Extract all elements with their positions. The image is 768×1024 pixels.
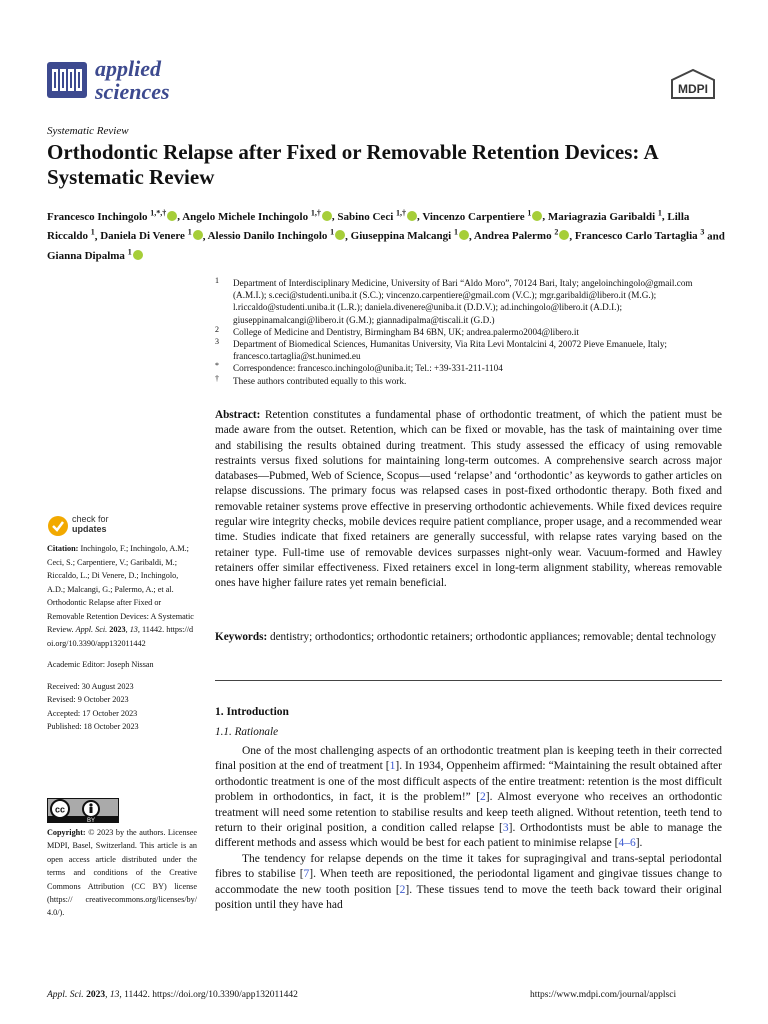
- author-list: Francesco Inchingolo $^{1,*,\dagger}$ , Angelo Michele Inchingolo $^{1,\dagger}$ , Sabino Ceci $^{1,\dagger}$ , Vincenzo Carpentiere $^1$ , Mariagrazia Garibaldi $^1$, Lilla Riccaldo $^1$, Daniela Di Venere $^1$ , Alessio Danilo Inchingolo $^1$ , Giuseppina Malcangi $^1$ , Andrea Palermo $^2$ , Francesco Carlo Tartaglia $^3$ and Gianna Dipalma $^1$: [47, 208, 725, 262]
- reference-link[interactable]: 2: [399, 883, 406, 896]
- reference-link[interactable]: 7: [303, 868, 310, 881]
- affiliation: [215, 375, 725, 387]
- author-name: Francesco Inchingolo: [47, 210, 148, 223]
- author-name: Sabino Ceci: [337, 210, 394, 223]
- author-affiliation-mark: 1: [527, 208, 532, 217]
- author[interactable]: [574, 227, 705, 243]
- accepted-date: Accepted: 17 October 2023: [47, 708, 138, 718]
- affiliation-text: These authors contributed equally to this work.: [233, 375, 407, 386]
- journal-name: [95, 57, 170, 103]
- author-name: Vincenzo Carpentiere: [422, 210, 525, 223]
- affiliations: [215, 277, 725, 387]
- copyright-label: Copyright:: [47, 828, 86, 837]
- author-affiliation-mark: 1: [657, 208, 662, 217]
- paragraph: [215, 744, 722, 852]
- author[interactable]: [350, 227, 469, 243]
- revised-date: Revised: 9 October 2023: [47, 695, 129, 704]
- author[interactable]: [207, 227, 346, 243]
- footer-doi[interactable]: , 11442. https://doi.org/10.3390/app132011442: [119, 990, 298, 1000]
- orcid-icon[interactable]: [193, 230, 203, 240]
- author-affiliation-mark: 1,†: [310, 208, 321, 217]
- copyright-text: © 2023 by the authors. Licensee MDPI, Basel, Switzerland. This article is an open access article distributed under the terms and conditions of the Creative Commons Attribution (CC BY) license (https:// creativecommons.org/licenses/by/ 4.0/).: [47, 828, 198, 918]
- affiliation-mark: 2: [215, 324, 219, 334]
- author-name: Andrea Palermo: [473, 230, 552, 243]
- footer-citation: Appl. Sci. 2023, 13, 11442. https://doi.org/10.3390/app132011442: [47, 990, 298, 1000]
- author-name: Daniela Di Venere: [100, 230, 185, 243]
- author-name: Lilla Riccaldo: [47, 210, 690, 243]
- orcid-icon[interactable]: [532, 211, 542, 221]
- author-name: Francesco Carlo Tartaglia: [574, 230, 698, 243]
- author[interactable]: [100, 227, 203, 243]
- academic-editor: Academic Editor: Joseph Nissan: [47, 660, 154, 669]
- orcid-icon[interactable]: [167, 211, 177, 221]
- check-updates-icon: [47, 515, 69, 537]
- author[interactable]: [47, 247, 143, 262]
- author-name: Angelo Michele Inchingolo: [182, 210, 309, 223]
- affiliation-mark: *: [215, 361, 219, 371]
- footer-volume: 13: [109, 990, 120, 1000]
- footer-journal: Appl. Sci.: [47, 990, 84, 1000]
- citation-year: 2023: [109, 625, 126, 634]
- affiliation-text: Department of Interdisciplinary Medicine, University of Bari “Aldo Moro”, 70124 Bari, Italy; angeloinchingolo@gmail.com (A.M.I.); s.ceci@studenti.uniba.it (S.C.); vincenzo.carpentiere@gmail.com (V.C.); mgr.garibaldi@libero.it (M.G.); l.riccaldo@studenti.uniba.it (L.R.); daniela.divenere@uniba.it (D.D.V.); ad.inchingolo@libero.it (A.D.I.); giuseppinamalcangi@libero.it (G.M.); giannadipalma@tiscali.it (G.D.): [233, 278, 693, 325]
- subsection-heading: 1.1. Rationale: [215, 726, 279, 738]
- paragraph-text: The tendency for relapse depends on the time it takes for supragingival and trans-septal periodontal fibres to stabilise [: [215, 852, 722, 881]
- journal-name-line1: applied: [95, 56, 161, 81]
- author-affiliation-mark: 2: [554, 227, 559, 237]
- orcid-icon[interactable]: [133, 250, 143, 260]
- orcid-icon[interactable]: [335, 230, 345, 240]
- citation-volume: 13: [129, 625, 138, 634]
- author-name: Gianna Dipalma: [47, 249, 125, 262]
- publisher-name: MDPI: [678, 82, 708, 96]
- section-heading: 1. Introduction: [215, 706, 289, 718]
- author-affiliation-mark: 1: [127, 247, 132, 257]
- dates: [47, 680, 197, 734]
- reference-link[interactable]: 1: [389, 760, 396, 773]
- author[interactable]: [547, 208, 662, 223]
- section-divider: [215, 680, 722, 681]
- author-affiliation-mark: 1: [453, 227, 458, 237]
- keywords-label: Keywords:: [215, 631, 268, 643]
- body-text: [215, 744, 722, 913]
- publisher-logo: [668, 68, 718, 100]
- paragraph-text: ]. These tissues tend to move the teeth back toward their original position until they have had: [215, 883, 722, 912]
- author-affiliation-mark: 1,*,†: [150, 208, 167, 217]
- paragraph-text: ]. When teeth are repositioned, the periodontal ligament and gingivae tissues change to accommodate the new tooth position [: [215, 868, 722, 896]
- affiliation-text: Correspondence: francesco.inchingolo@uniba.it; Tel.: +39-331-211-1104: [233, 363, 503, 374]
- author-name: Alessio Danilo Inchingolo: [207, 230, 328, 243]
- check-updates-line1: check for: [72, 514, 109, 524]
- cc-by-license-icon[interactable]: [47, 798, 119, 823]
- svg-text:cc: cc: [54, 804, 66, 815]
- citation-text: Inchingolo, F.; Inchingolo, A.M.; Ceci, S.; Carpentiere, V.; Garibaldi, M.; Riccaldo, L.; Di Venere, D.; Inchingolo, A.D.; Malcangi, G.; Palermo, A.; et al. Orthodontic Relapse after Fixed or Removable Retention Devices: A Systematic Review.: [47, 544, 194, 634]
- affiliation-mark: †: [215, 373, 219, 383]
- paragraph-text: One of the most challenging aspects of an orthodontic treatment plan is keeping teeth in their corrected final position at the end of treatment [: [215, 745, 722, 773]
- abstract: [215, 408, 722, 592]
- author-affiliation-mark: 3: [700, 227, 705, 237]
- check-for-updates-badge[interactable]: [47, 514, 167, 538]
- paragraph-text: ]. In 1934, Oppenheim affirmed: “Maintaining the result obtained after orthodontic treatment is one of the most difficult aspects of the entire treatment: retention is the most difficult problem in orthodontics, in fact, it is the problem!” [: [215, 760, 722, 804]
- journal-name-line2: sciences: [95, 79, 170, 104]
- affiliation-text: Department of Biomedical Sciences, Humanitas University, Via Rita Levi Montalcini 4, 20072 Pieve Emanuele, Italy; francesco.tartaglia@st.hunimed.eu: [233, 339, 667, 362]
- author-affiliation-mark: 1,†: [396, 208, 407, 217]
- keywords-text: dentistry; orthodontics; orthodontic retainers; orthodontic appliances; removable; dental technology: [270, 631, 717, 643]
- copyright-notice: [47, 826, 197, 920]
- check-updates-line2: updates: [72, 524, 107, 534]
- reference-link[interactable]: 2: [480, 791, 486, 804]
- author[interactable]: [182, 208, 332, 223]
- keywords: [215, 630, 722, 646]
- orcid-icon[interactable]: [459, 230, 469, 240]
- article-type: Systematic Review: [47, 125, 129, 137]
- affiliation-mark: 3: [215, 337, 219, 347]
- affiliation: [215, 362, 725, 374]
- orcid-icon[interactable]: [322, 211, 332, 221]
- author-affiliation-mark: 1: [90, 227, 95, 237]
- author-affiliation-mark: 1: [330, 227, 335, 237]
- citation-journal: Appl. Sci.: [75, 625, 108, 634]
- published-date: Published: 18 October 2023: [47, 722, 139, 731]
- affiliation: [215, 326, 725, 338]
- citation-pages[interactable]: , 11442. https://doi.org/10.3390/app132011442: [47, 625, 194, 648]
- paragraph: [215, 852, 722, 914]
- abstract-label: Abstract:: [215, 409, 261, 421]
- footer-year: 2023: [86, 990, 106, 1000]
- citation: Citation: Inchingolo, F.; Inchingolo, A.M.; Ceci, S.; Carpentiere, V.; Garibaldi, M.; Riccaldo, L.; Di Venere, D.; Inchingolo, A.D.; Malcangi, G.; Palermo, A.; et al. Orthodontic Relapse after Fixed or Removable Retention Devices: A Systematic Review. Appl. Sci. 2023, 13, 11442. https://doi.org/10.3390/app132011442: [47, 544, 194, 648]
- paragraph-text: ]. Orthodontists must be able to manage the different methods and assess which would be best for each patient to minimise relapse [: [215, 822, 722, 850]
- author-affiliation-mark: 1: [187, 227, 192, 237]
- author[interactable]: [337, 208, 417, 223]
- affiliation: [215, 338, 725, 362]
- paragraph-text: ].: [635, 837, 643, 850]
- orcid-icon[interactable]: [559, 230, 569, 240]
- author-name: Mariagrazia Garibaldi: [547, 210, 656, 223]
- reference-link[interactable]: 3: [502, 822, 509, 835]
- reference-link[interactable]: 4–6: [618, 837, 636, 850]
- affiliation: [215, 277, 725, 326]
- received-date: Received: 30 August 2023: [47, 681, 134, 691]
- article-title: Orthodontic Relapse after Fixed or Removable Retention Devices: A Systematic Review: [47, 140, 658, 189]
- article-sidebar: [47, 542, 197, 742]
- author[interactable]: [473, 227, 569, 243]
- affiliation-text: College of Medicine and Dentistry, Birmingham B4 6BN, UK; andrea.palermo2004@libero.it: [233, 326, 579, 337]
- cc-by-label: BY: [86, 818, 96, 823]
- orcid-icon[interactable]: [407, 211, 417, 221]
- citation-label: Citation:: [47, 544, 79, 553]
- footer-journal-url[interactable]: https://www.mdpi.com/journal/applsci: [530, 990, 677, 1000]
- abstract-text: Retention constitutes a fundamental phase of orthodontic treatment, of which the patient must be made aware from the outset. Retention, which can be fixed or movable, has the task of maintaining over time and stabilising the results obtained during treatment. This study assessed the efficacy of using removable restraints versus fixed solutions for maintaining long-term outcomes. A comprehensive search across major databases—Pubmed, Web of Science, Scopus—used ‘relapse’ and ‘orthodontic’ as keywords to gather articles on relapse discussions. The primary focus was relapsed cases in post-fixed orthodontic therapy. Both fixed and removable retainer systems prove effective in preserving orthodontic achievements. While fixed devices require regular wire integrity checks, mobile devices require patient compliance, proper usage, and a recommended wear time. Studies indicate that fixed retainers are generally successful, with relapse rates varying based on the retainer type. Full-time use of removable devices surpasses night-only wear. Vacuum-formed and Hawley retainers offer similar effectiveness. Fixed retainers excel in long-term alignment stability, whereas removable ones have higher failure rates yet remain beneficial.: [215, 409, 723, 590]
- author[interactable]: [422, 208, 542, 223]
- paragraph-text: ]. Almost everyone who receives an orthodontic treatment will need some retention to stabilise results and keep teeth aligned. Without retention, teeth tend to return to their original position, a condition called relapse [: [215, 791, 722, 835]
- author-name: Giuseppina Malcangi: [350, 230, 452, 243]
- affiliation-mark: 1: [215, 276, 219, 285]
- author[interactable]: [47, 208, 177, 223]
- journal-logo-icon: [47, 62, 87, 98]
